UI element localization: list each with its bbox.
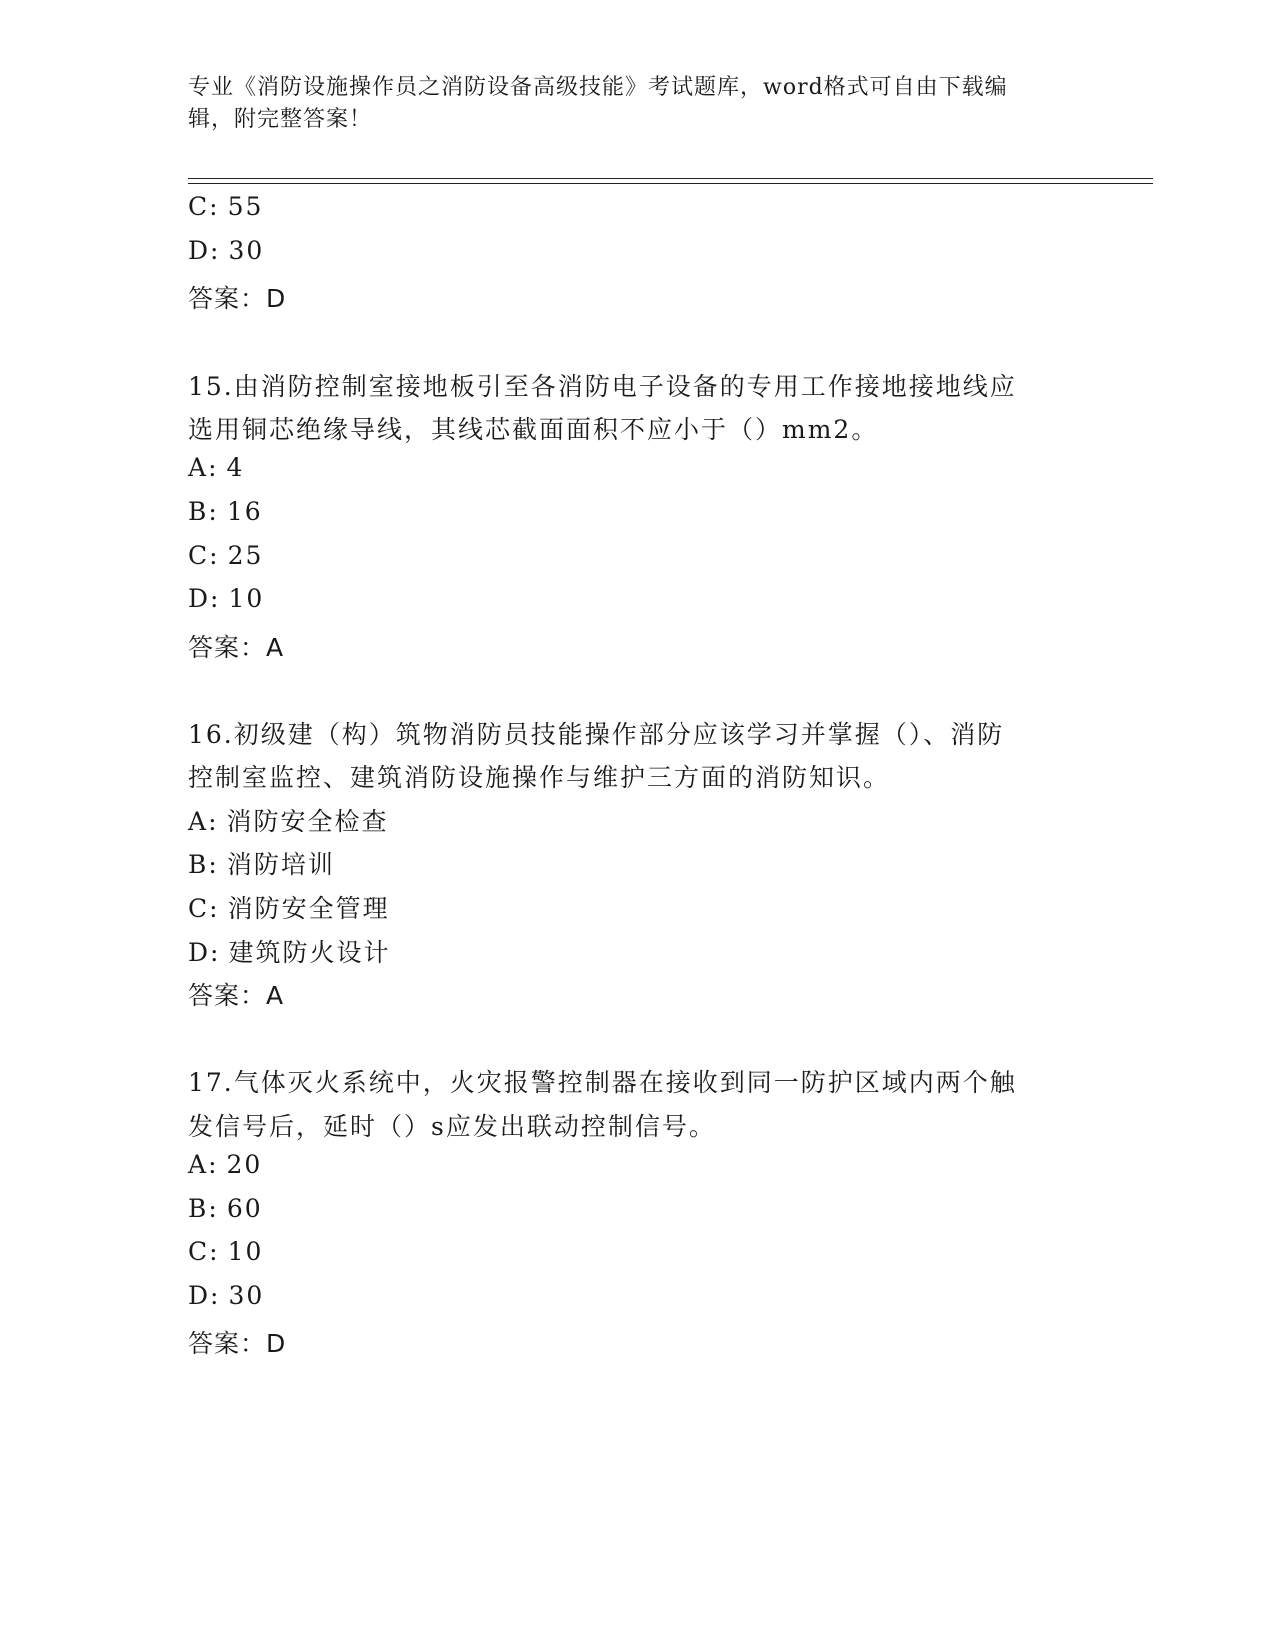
option-text: 消防安全检查	[226, 807, 389, 836]
answer-line: 答案：D	[188, 1329, 287, 1358]
question-16-line-2: 控制室监控、建筑消防设施操作与维护三方面的消防知识。	[188, 763, 891, 792]
option-label: C	[188, 541, 210, 570]
option-separator: :	[208, 453, 219, 482]
option-label: A	[188, 807, 209, 836]
option-separator: :	[210, 1281, 221, 1310]
document-header	[188, 72, 1088, 136]
question-17-line-2: 发信号后，延时（）s应发出联动控制信号。	[188, 1112, 716, 1141]
option-label: A	[188, 453, 209, 482]
answer-line: 答案：D	[188, 284, 287, 313]
option-text: 30	[228, 236, 265, 265]
option-label: B	[188, 1194, 209, 1223]
option-a	[188, 453, 244, 482]
option-separator: :	[208, 1194, 219, 1223]
option-b	[188, 497, 263, 526]
answer-line: 答案：A	[188, 633, 285, 662]
option-separator: :	[209, 894, 220, 923]
header-rule-bottom	[188, 183, 1153, 184]
option-text: 16	[226, 497, 263, 526]
option-text: 消防培训	[226, 850, 335, 879]
option-separator: :	[210, 938, 221, 967]
option-d	[188, 933, 391, 969]
question-text: 初级建（构）筑物消防员技能操作部分应该学习并掌握（）、消防	[233, 720, 1005, 749]
option-label: B	[188, 850, 209, 879]
question-text: 由消防控制室接地板引至各消防电子设备的专用工作接地接地线应	[233, 372, 1017, 401]
question-number: 15.	[188, 372, 234, 401]
option-text: 10	[227, 1237, 264, 1266]
option-a	[188, 1150, 262, 1179]
option-c	[188, 192, 263, 221]
option-b	[188, 1194, 263, 1223]
option-separator: :	[208, 497, 219, 526]
option-separator: :	[210, 236, 221, 265]
option-text: 25	[227, 541, 264, 570]
option-separator: :	[210, 584, 221, 613]
option-label: D	[188, 236, 211, 265]
option-separator: :	[208, 850, 219, 879]
option-separator: :	[208, 1150, 219, 1179]
option-text: 建筑防火设计	[228, 938, 391, 967]
answer-line: 答案：A	[188, 981, 285, 1010]
option-text: 55	[227, 192, 264, 221]
option-d	[188, 1281, 264, 1310]
option-text: 消防安全管理	[227, 894, 390, 923]
question-15-line-2: 选用铜芯绝缘导线，其线芯截面面积不应小于（）mm2。	[188, 415, 879, 444]
option-c	[188, 541, 263, 570]
header-line-1: 专业《消防设施操作员之消防设备高级技能》考试题库，word格式可自由下载编	[188, 75, 1008, 100]
option-label: C	[188, 894, 210, 923]
question-17-line-1	[188, 1063, 1017, 1099]
option-a	[188, 802, 389, 838]
question-text: 气体灭火系统中，火灾报警控制器在接收到同一防护区域内两个触	[233, 1068, 1017, 1097]
option-label: D	[188, 938, 211, 967]
option-text: 10	[228, 584, 265, 613]
option-text: 20	[226, 1150, 263, 1179]
option-label: D	[188, 584, 211, 613]
header-line-2: 辑，附完整答案！	[188, 107, 373, 132]
question-number: 16.	[188, 720, 234, 749]
option-label: A	[188, 1150, 209, 1179]
option-label: C	[188, 192, 210, 221]
option-text: 30	[228, 1281, 265, 1310]
option-label: B	[188, 497, 209, 526]
option-b	[188, 845, 335, 881]
option-label: C	[188, 1237, 210, 1266]
question-15-line-1	[188, 367, 1017, 403]
option-c	[188, 1237, 263, 1266]
option-d	[188, 236, 264, 265]
question-16-line-1	[188, 715, 1004, 751]
option-separator: :	[208, 807, 219, 836]
option-c	[188, 889, 390, 925]
option-text: 60	[226, 1194, 263, 1223]
option-label: D	[188, 1281, 211, 1310]
option-separator: :	[209, 1237, 220, 1266]
option-d	[188, 584, 264, 613]
option-separator: :	[209, 192, 220, 221]
option-text: 4	[226, 453, 245, 482]
header-rule-top	[188, 178, 1153, 179]
question-number: 17.	[188, 1068, 234, 1097]
option-separator: :	[209, 541, 220, 570]
